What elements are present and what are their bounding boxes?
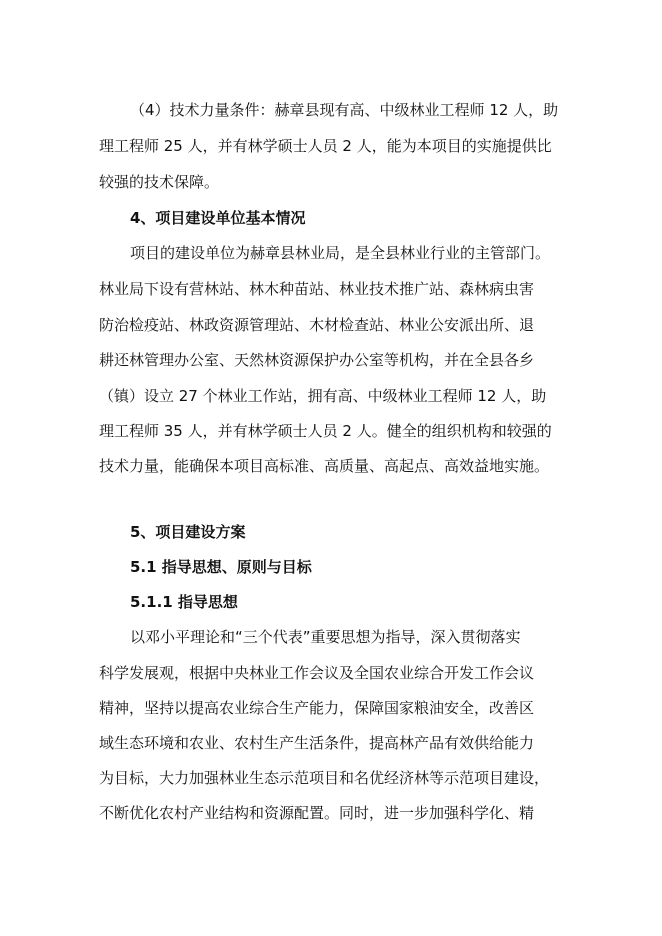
paragraph-line: 林业局下设有营林站、林木种苗站、林业技术推广站、森林病虫害 xyxy=(99,280,535,298)
paragraph-line: 为目标，大力加强林业生态示范项目和名优经济林等示范项目建设， xyxy=(99,769,550,787)
paragraph-line: 不断优化农村产业结构和资源配置。同时，进一步加强科学化、精 xyxy=(99,804,535,822)
section-heading: 5、项目建设方案 xyxy=(130,523,246,541)
paragraph-line: 精神，坚持以提高农业综合生产能力，保障国家粮油安全，改善区 xyxy=(99,699,535,717)
subsection-heading: 5.1 指导思想、原则与目标 xyxy=(130,558,312,576)
paragraph-line: 耕还林管理办公室、天然林资源保护办公室等机构，并在全县各乡 xyxy=(99,351,535,369)
paragraph-line: （镇）设立 27 个林业工作站，拥有高、中级林业工程师 12 人，助 xyxy=(99,387,547,405)
paragraph-line: （4）技术力量条件：赫章县现有高、中级林业工程师 12 人，助 xyxy=(130,101,559,119)
paragraph-line: 以邓小平理论和“三个代表”重要思想为指导，深入贯彻落实 xyxy=(130,628,521,646)
subsubsection-heading: 5.1.1 指导思想 xyxy=(130,593,238,611)
paragraph-line: 较强的技术保障。 xyxy=(99,173,220,191)
paragraph-line: 项目的建设单位为赫章县林业局，是全县林业行业的主管部门。 xyxy=(130,244,551,262)
paragraph-line: 理工程师 35 人，并有林学硕士人员 2 人。健全的组织机构和较强的 xyxy=(99,422,552,440)
paragraph-line: 科学发展观，根据中央林业工作会议及全国农业综合开发工作会议 xyxy=(99,664,535,682)
paragraph-line: 防治检疫站、林政资源管理站、木材检查站、林业公安派出所、退 xyxy=(99,316,535,334)
paragraph-line: 域生态环境和农业、农村生产生活条件，提高林产品有效供给能力 xyxy=(99,734,535,752)
paragraph-line: 技术力量，能确保本项目高标准、高质量、高起点、高效益地实施。 xyxy=(99,457,550,475)
paragraph-line: 理工程师 25 人，并有林学硕士人员 2 人，能为本项目的实施提供比 xyxy=(99,137,552,155)
section-heading: 4、项目建设单位基本情况 xyxy=(130,209,306,227)
